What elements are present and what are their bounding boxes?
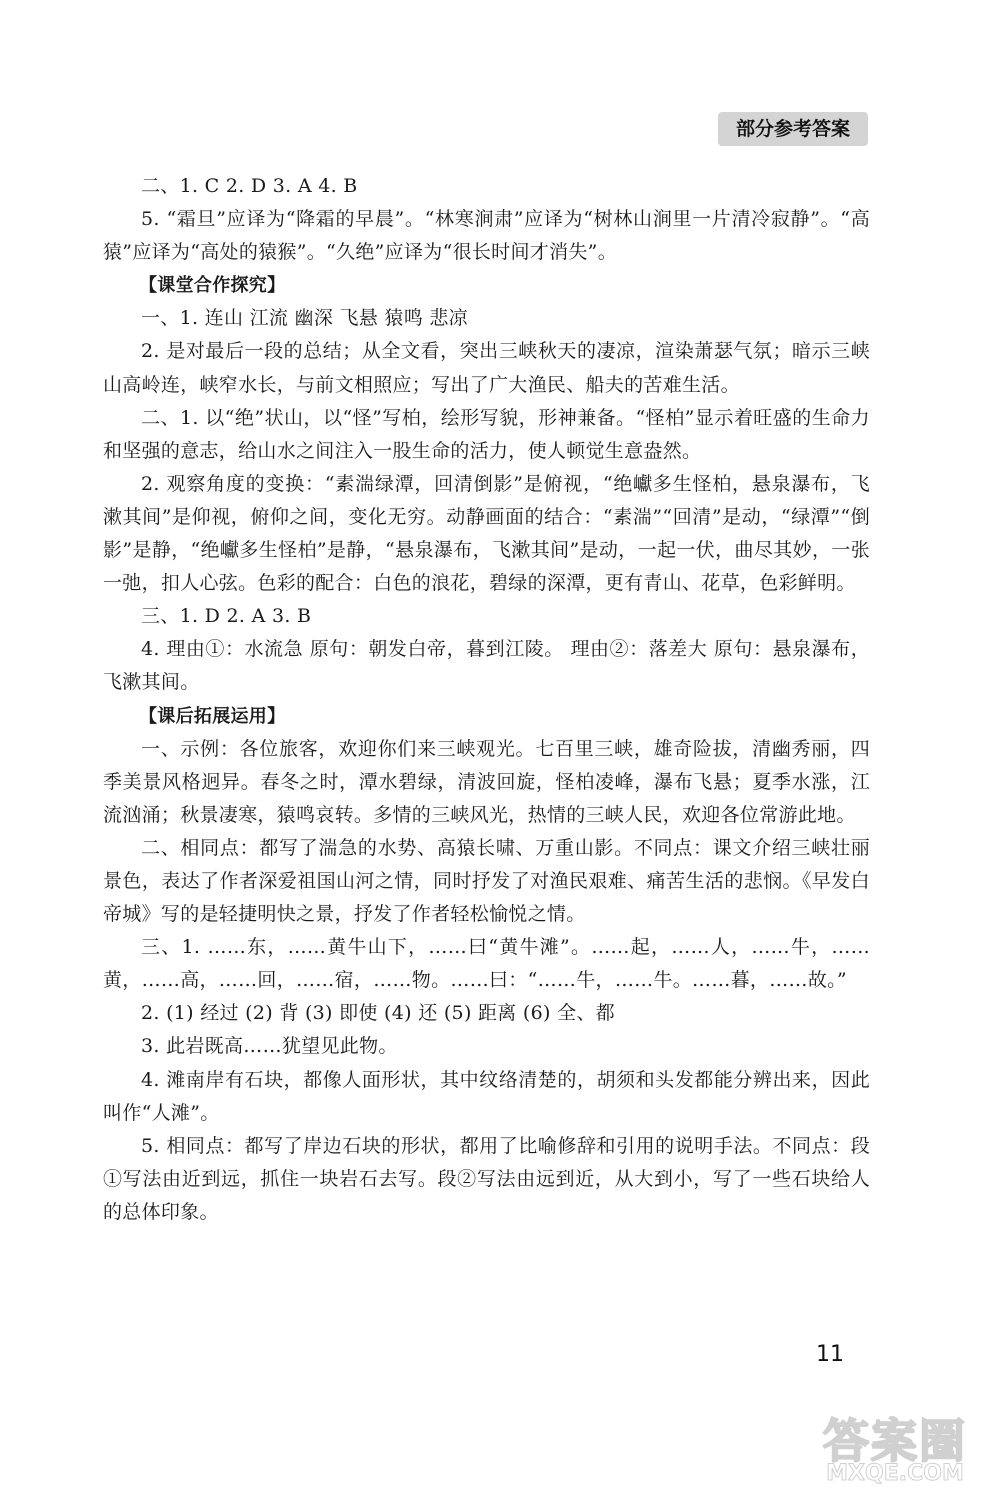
answer-paragraph: 二、相同点：都写了湍急的水势、高猿长啸、万重山影。不同点：课文介绍三峡壮丽景色，表达了作者深爱祖国山河之情，同时抒发了对渔民艰难、痛苦生活的悲悯。《早发白帝城》写的是轻捷明快之景，抒发了作者轻松愉悦之情。 <box>103 836 870 926</box>
page-number: 11 <box>816 1342 844 1367</box>
answer-content <box>103 170 870 1229</box>
answer-paragraph: 二、1. 以“绝”状山，以“怪”写柏，绘形写貌，形神兼备。“怪柏”显示着旺盛的生命力和坚强的意志，给山水之间注入一股生命的活力，使人顿觉生意盎然。 <box>103 406 870 462</box>
watermark-url: MXQE.COM <box>826 1461 964 1486</box>
answer-paragraph: 3. 此岩既高……犹望见此物。 <box>141 1035 398 1058</box>
answer-paragraph: 2. 观察角度的变换：“素湍绿潭，回清倒影”是俯视，“绝巘多生怪柏，悬泉瀑布，飞漱其间”是仰视，俯仰之间，变化无穷。动静画面的结合：“素湍”“回清”是动，“绿潭”“倒影”是静，“绝巘多生怪柏”是静，“悬泉瀑布，飞漱其间”是动，一起一伏，曲尽其妙，一张一弛，扣人心弦。色彩的配合：白色的浪花，碧绿的深潭，更有青山、花草，色彩鲜明。 <box>103 472 870 595</box>
answer-paragraph: 2. 是对最后一段的总结；从全文看，突出三峡秋天的凄凉，渲染萧瑟气氛；暗示三峡山高岭连，峡窄水长，与前文相照应；写出了广大渔民、船夫的苦难生活。 <box>103 340 870 396</box>
section-heading: 【课后拓展运用】 <box>139 705 286 727</box>
section-heading: 【课堂合作探究】 <box>139 275 286 297</box>
watermark-text: 答案圈 <box>823 1414 967 1468</box>
answer-paragraph: 4. 滩南岸有石块，都像人面形状，其中纹络清楚的，胡须和头发都能分辨出来，因此叫作“人滩”。 <box>103 1068 870 1124</box>
answer-paragraph: 三、1. D 2. A 3. B <box>141 605 312 628</box>
answer-paragraph: 一、1. 连山 江流 幽深 飞悬 猿鸣 悲凉 <box>141 307 468 330</box>
answer-paragraph: 2. (1) 经过 (2) 背 (3) 即使 (4) 还 (5) 距离 (6) 全、都 <box>141 1002 615 1025</box>
answer-paragraph: 5. “霜旦”应译为“降霜的早晨”。“林寒涧肃”应译为“树林山涧里一片清冷寂静”。“高猿”应译为“高处的猿猴”。“久绝”应译为“很长时间才消失”。 <box>103 208 870 264</box>
answer-paragraph: 二、1. C 2. D 3. A 4. B <box>141 175 358 197</box>
answer-paragraph: 一、示例：各位旅客，欢迎你们来三峡观光。七百里三峡，雄奇险拔，清幽秀丽，四季美景风格迥异。春冬之时，潭水碧绿，清波回旋，怪柏凌峰，瀑布飞悬；夏季水涨，江流汹涌；秋景凄寒，猿鸣哀转。多情的三峡风光，热情的三峡人民，欢迎各位常游此地。 <box>103 737 870 826</box>
section-header-tag: 部分参考答案 <box>718 112 868 146</box>
answer-paragraph: 三、1. ……东，……黄牛山下，……曰“黄牛滩”。……起，……人，……牛，……黄，……高，……回，……宿，……物。……曰：“……牛，……牛。……暮，……故。” <box>103 936 870 992</box>
answer-paragraph: 4. 理由①：水流急 原句：朝发白帝，暮到江陵。 理由②：落差大 原句：悬泉瀑布，飞漱其间。 <box>103 638 870 694</box>
answer-paragraph: 5. 相同点：都写了岸边石块的形状，都用了比喻修辞和引用的说明手法。不同点：段①写法由近到远，抓住一块岩石去写。段②写法由远到近，从大到小，写了一些石块给人的总体印象。 <box>103 1134 870 1223</box>
watermark-logo <box>800 1405 990 1495</box>
